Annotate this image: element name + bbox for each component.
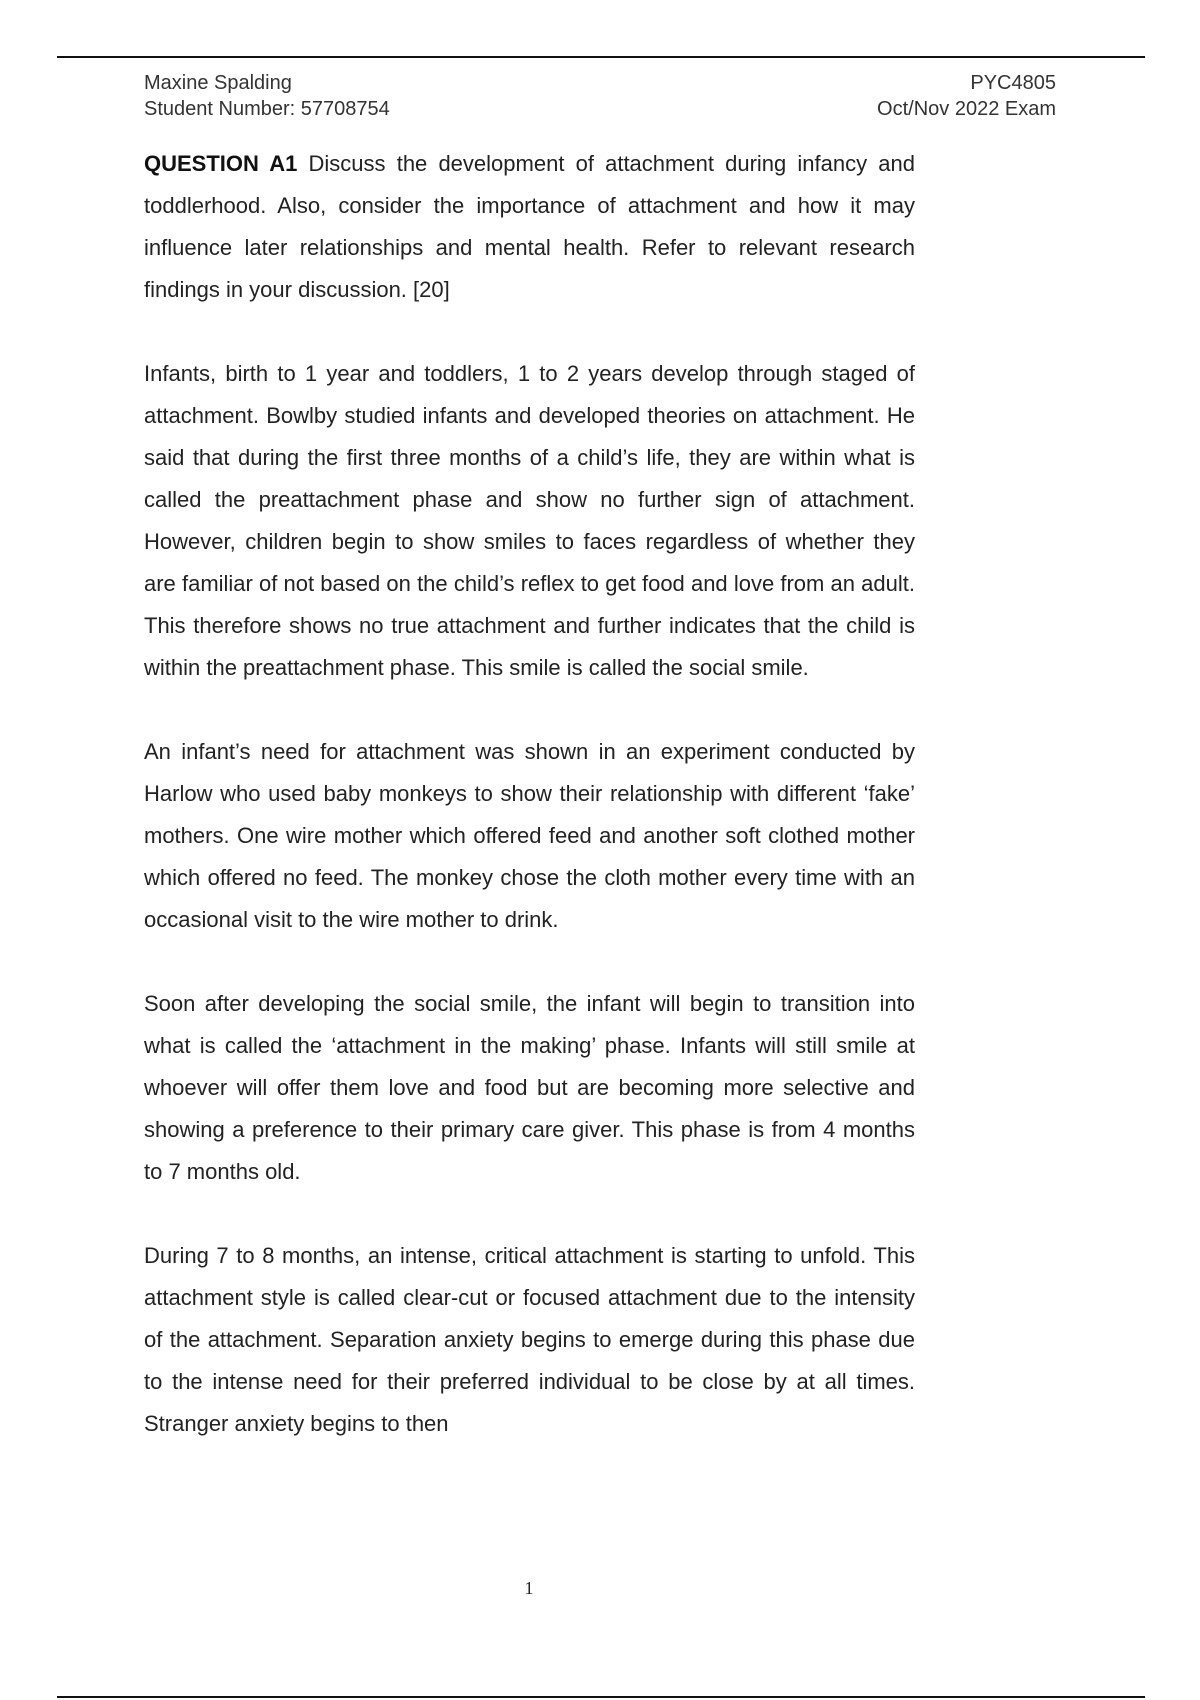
student-number: Student Number: 57708754 — [144, 98, 390, 120]
exam-session: Oct/Nov 2022 Exam — [877, 98, 1056, 120]
paragraph-harlow: An infant’s need for attachment was shown in an experiment conducted by Harlow who used baby monkeys to show their relationship with different ‘fake’ mothers. One wire mother which offered feed and another soft clothed mother which offered no feed. The monkey chose the cloth mother every time with an occasional visit to the wire mother to drink. — [144, 739, 915, 932]
top-rule — [57, 56, 1145, 58]
course-code: PYC4805 — [970, 72, 1056, 94]
paragraph-preattachment: Infants, birth to 1 year and toddlers, 1 to 2 years develop through staged of attachment. Bowlby studied infants and developed theories on attachment. He said that during the first three months of a child’s life, they are within what is called the preattachment phase and show no further sign of attachment. However, children begin to show smiles to faces regardless of whether they are familiar of not based on the child’s reflex to get food and love from an adult. This therefore shows no true attachment and further indicates that the child is within the preattachment phase. This smile is called the social smile. — [144, 361, 915, 680]
paragraph-clear-cut: During 7 to 8 months, an intense, critical attachment is starting to unfold. This attachment style is called clear-cut or focused attachment due to the intensity of the attachment. Separation anxiety begins to emerge during this phase due to the intense need for their preferred individual to be close by at all times. Stranger anxiety begins to then — [144, 1243, 915, 1436]
document-body — [144, 143, 915, 1445]
question-text: Discuss the development of attachment during infancy and toddlerhood. Also, consider the importance of attachment and how it may influence later relationships and mental health. Refer to relevant research findings in your discussion. [20] — [144, 151, 915, 302]
paragraph-attachment-in-making: Soon after developing the social smile, the infant will begin to transition into what is called the ‘attachment in the making’ phase. Infants will still smile at whoever will offer them love and food but are becoming more selective and showing a preference to their primary care giver. This phase is from 4 months to 7 months old. — [144, 991, 915, 1184]
question-label: QUESTION A1 — [144, 151, 298, 176]
question-paragraph — [144, 143, 915, 311]
page-number: 1 — [524, 1578, 534, 1598]
header-right — [877, 70, 1056, 122]
header-left — [144, 70, 390, 122]
bottom-rule — [57, 1696, 1145, 1698]
author-name: Maxine Spalding — [144, 72, 292, 94]
